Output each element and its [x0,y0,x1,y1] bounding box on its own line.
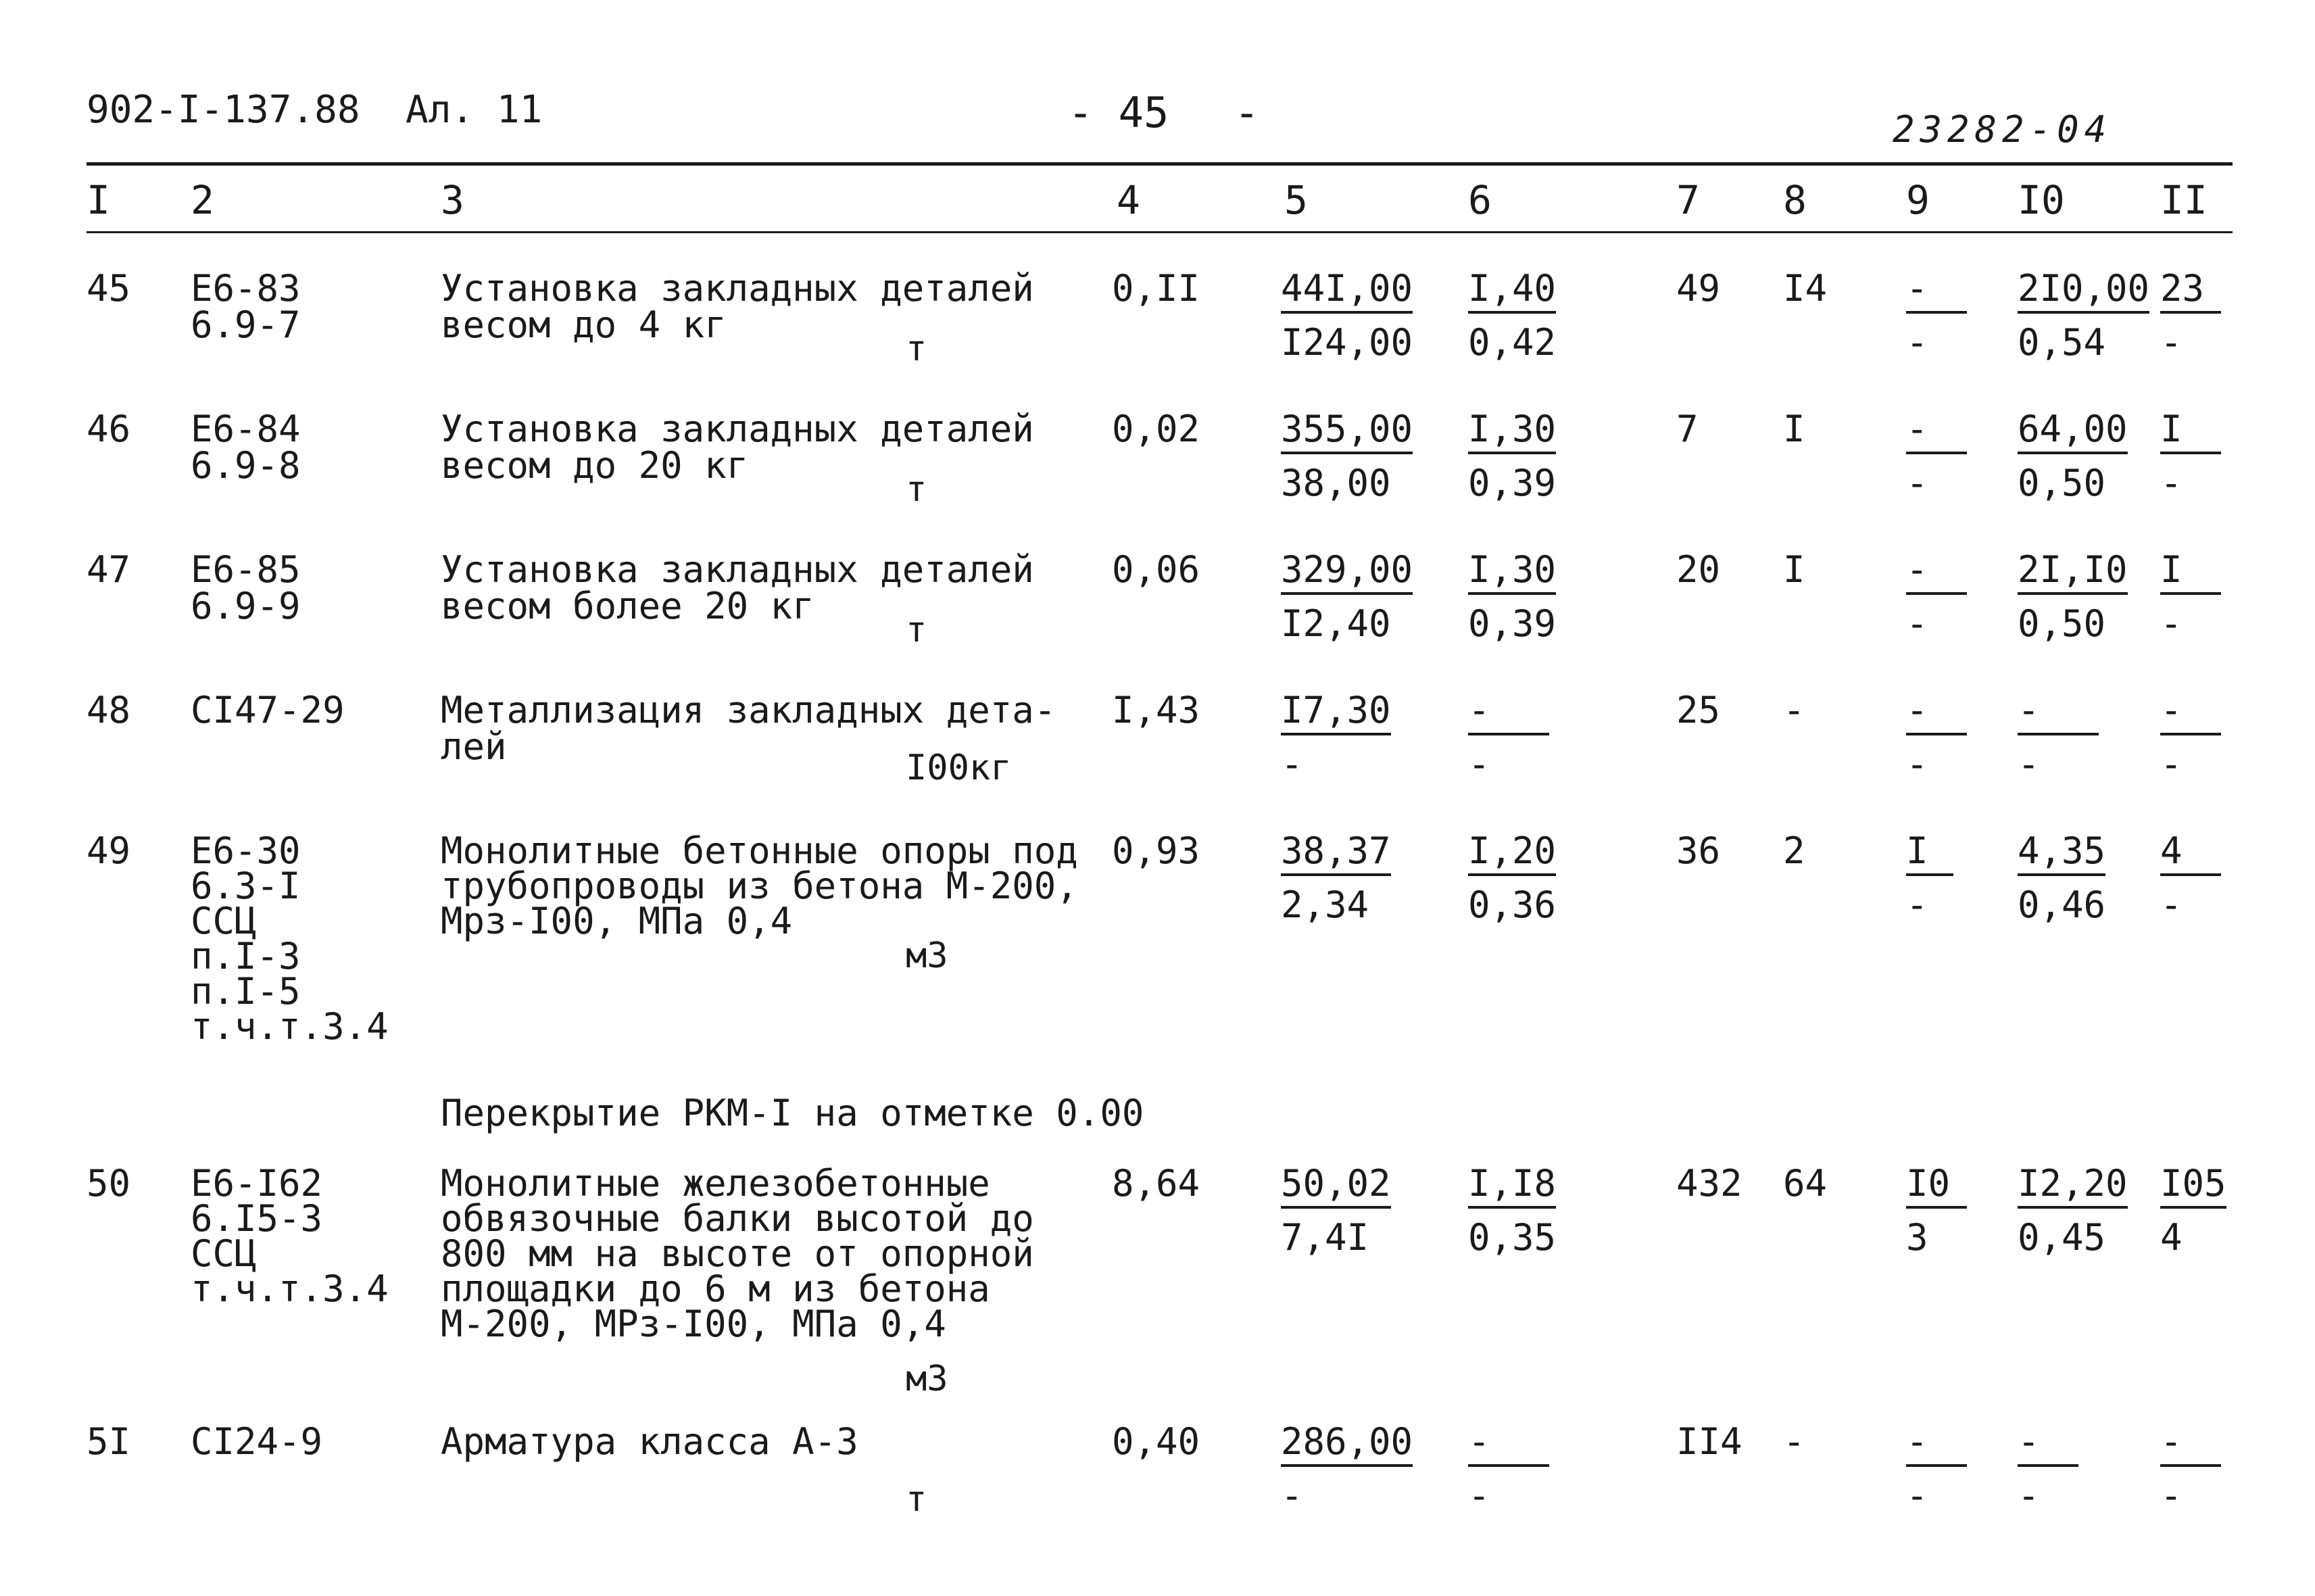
col6-bottom: 0,39 [1468,602,1557,645]
col4-value: 0,II [1112,267,1200,310]
col6-top: I,30 [1468,552,1556,595]
row-number: 50 [87,1162,131,1205]
col5-top: 44I,00 [1281,270,1413,314]
col11-bottom: 4 [2160,1216,2183,1259]
col9-top: I0 [1906,1165,1967,1209]
document-code: 902-I-137.88 [87,88,360,132]
code-line: 6.9-8 [191,444,301,487]
col9-top: - [1906,1424,1967,1467]
col5-bottom: I2,40 [1281,602,1391,645]
col6-bottom: 0,35 [1468,1216,1557,1259]
code-line: т.ч.т.3.4 [191,1005,389,1048]
description-line: Арматура класса А-3 [441,1420,858,1463]
col9-bottom: - [1906,321,1928,364]
description-line: Монолитные железобетонные [441,1162,990,1205]
row-number: 5I [87,1420,131,1463]
description-line: 800 мм на высоте от опорной [441,1232,1034,1275]
description-line: Металлизация закладных дета- [441,689,1056,731]
code-line: п.I-5 [191,970,301,1013]
col9-bottom: 3 [1906,1216,1928,1259]
col5-top: 286,00 [1281,1424,1413,1467]
col4-value: 0,93 [1112,829,1200,872]
col8-value: 2 [1783,829,1805,872]
col4-value: 0,02 [1112,408,1200,450]
col11-bottom: - [2160,884,2183,926]
unit: м3 [906,1359,948,1399]
col11-bottom: - [2160,743,2183,785]
col11-top: I05 [2160,1165,2226,1209]
col6-top: - [1468,1424,1549,1467]
col10-bottom: 0,46 [2018,884,2106,926]
col5-bottom: - [1281,743,1303,785]
col7-value: 25 [1676,689,1721,731]
col11-bottom: - [2160,321,2183,364]
column-header-1: I [87,177,110,223]
col10-top: I2,20 [2018,1165,2128,1209]
col5-top: 50,02 [1281,1165,1391,1209]
unit: т [906,1479,927,1520]
col5-bottom: 2,34 [1281,884,1369,926]
description-line: Мрз-I00, МПа 0,4 [441,900,793,942]
row-number: 45 [87,267,131,310]
column-header-2: 2 [191,177,214,223]
description-line: Установка закладных деталей [441,408,1034,450]
col4-value: 8,64 [1112,1162,1200,1205]
col6-top: I,40 [1468,270,1556,314]
col11-top: I [2160,411,2221,454]
col7-value: 36 [1676,829,1721,872]
col11-top: 23 [2160,270,2221,314]
col9-bottom: - [1906,462,1928,504]
col11-top: - [2160,1424,2221,1467]
col5-top: 329,00 [1281,552,1413,595]
col6-bottom: 0,36 [1468,884,1557,926]
col10-top: - [2018,1424,2078,1467]
code-line: ССЦ [191,1232,257,1275]
col6-bottom: - [1468,1474,1490,1517]
column-header-10: I0 [2018,177,2065,223]
code-line: 6.3-I [191,865,301,907]
description-line: М-200, МРз-I00, МПа 0,4 [441,1303,946,1345]
code-line: 6.I5-3 [191,1197,323,1240]
code-line: п.I-3 [191,935,301,977]
col5-bottom: - [1281,1474,1303,1517]
col6-bottom: 0,39 [1468,462,1557,504]
col7-value: 49 [1676,267,1721,310]
description-line: площадки до 6 м из бетона [441,1267,990,1310]
col7-value: 20 [1676,548,1721,591]
column-header-9: 9 [1906,177,1930,223]
code-line: ССЦ [191,900,257,942]
col9-top: I [1906,833,1953,876]
column-header-6: 6 [1468,177,1492,223]
column-header-4: 4 [1117,177,1140,223]
code-line: Е6-I62 [191,1162,323,1205]
col10-top: 2I,I0 [2018,552,2128,595]
unit: т [906,610,927,650]
page-number-dash: - [1234,88,1260,137]
section-heading: Перекрытие РКМ-I на отметке 0.00 [441,1092,1144,1134]
col8-value: I [1783,408,1805,450]
description-line: обвязочные балки высотой до [441,1197,1034,1240]
code-line: Е6-30 [191,829,301,872]
col9-bottom: - [1906,602,1928,645]
col11-top: I [2160,552,2221,595]
col4-value: I,43 [1112,689,1200,731]
col6-top: I,30 [1468,411,1556,454]
col6-top: I,20 [1468,833,1556,876]
unit: т [906,469,927,510]
column-header-5: 5 [1284,177,1308,223]
unit: I00кг [906,748,1012,788]
col10-top: - [2018,692,2099,735]
col8-value: I [1783,548,1805,591]
code-line: Е6-85 [191,548,301,591]
col5-bottom: 38,00 [1281,462,1391,504]
description-line: весом до 4 кг [441,304,727,346]
column-header-11: II [2160,177,2208,223]
col7-value: 7 [1676,408,1699,450]
code-line: т.ч.т.3.4 [191,1267,389,1310]
col9-top: - [1906,692,1967,735]
column-header-rule [87,231,2233,233]
description-line: Установка закладных деталей [441,548,1034,591]
sheet-label: Ал. 11 [406,88,543,132]
description-line: весом до 20 кг [441,444,749,487]
header-rule [87,162,2233,166]
column-header-7: 7 [1676,177,1700,223]
col10-top: 4,35 [2018,833,2105,876]
col8-value: - [1783,689,1805,731]
description-line: Установка закладных деталей [441,267,1034,310]
col10-top: 2I0,00 [2018,270,2149,314]
description-line: Монолитные бетонные опоры под [441,829,1078,872]
column-header-8: 8 [1783,177,1807,223]
col6-top: I,I8 [1468,1165,1556,1209]
col9-bottom: - [1906,1474,1928,1517]
col11-bottom: - [2160,602,2183,645]
col5-bottom: I24,00 [1281,321,1413,364]
row-number: 49 [87,829,131,872]
col9-top: - [1906,270,1967,314]
col4-value: 0,06 [1112,548,1200,591]
col10-bottom: - [2018,1474,2040,1517]
row-number: 48 [87,689,131,731]
col10-bottom: 0,50 [2018,602,2106,645]
col10-top: 64,00 [2018,411,2128,454]
col7-value: II4 [1676,1420,1743,1463]
col7-value: 432 [1676,1162,1743,1205]
code-line: Е6-84 [191,408,301,450]
description-line: трубопроводы из бетона М-200, [441,865,1078,907]
code-line: СI24-9 [191,1420,323,1463]
col6-bottom: - [1468,743,1490,785]
column-header-3: 3 [441,177,464,223]
description-line: лей [441,725,507,768]
col5-bottom: 7,4I [1281,1216,1369,1259]
description-line: весом более 20 кг [441,585,814,627]
col8-value: 64 [1783,1162,1828,1205]
col9-top: - [1906,552,1967,595]
unit: м3 [906,936,948,976]
col10-bottom: 0,45 [2018,1216,2106,1259]
col6-bottom: 0,42 [1468,321,1557,364]
col5-top: I7,30 [1281,692,1391,735]
col8-value: I4 [1783,267,1828,310]
col9-top: - [1906,411,1967,454]
col11-bottom: - [2160,462,2183,504]
col4-value: 0,40 [1112,1420,1200,1463]
col5-top: 38,37 [1281,833,1391,876]
code-line: Е6-83 [191,267,301,310]
col11-top: 4 [2160,833,2221,876]
row-number: 46 [87,408,131,450]
col8-value: - [1783,1420,1805,1463]
col5-top: 355,00 [1281,411,1413,454]
code-line: 6.9-9 [191,585,301,627]
code-line: СI47-29 [191,689,345,731]
page-number: - 45 [1068,88,1169,137]
col11-bottom: - [2160,1474,2183,1517]
col10-bottom: 0,54 [2018,321,2106,364]
col9-bottom: - [1906,884,1928,926]
unit: т [906,329,927,369]
handwritten-code: 23282-04 [1893,108,2112,151]
col6-top: - [1468,692,1549,735]
col10-bottom: - [2018,743,2040,785]
code-line: 6.9-7 [191,304,301,346]
col11-top: - [2160,692,2221,735]
row-number: 47 [87,548,131,591]
col9-bottom: - [1906,743,1928,785]
col10-bottom: 0,50 [2018,462,2106,504]
